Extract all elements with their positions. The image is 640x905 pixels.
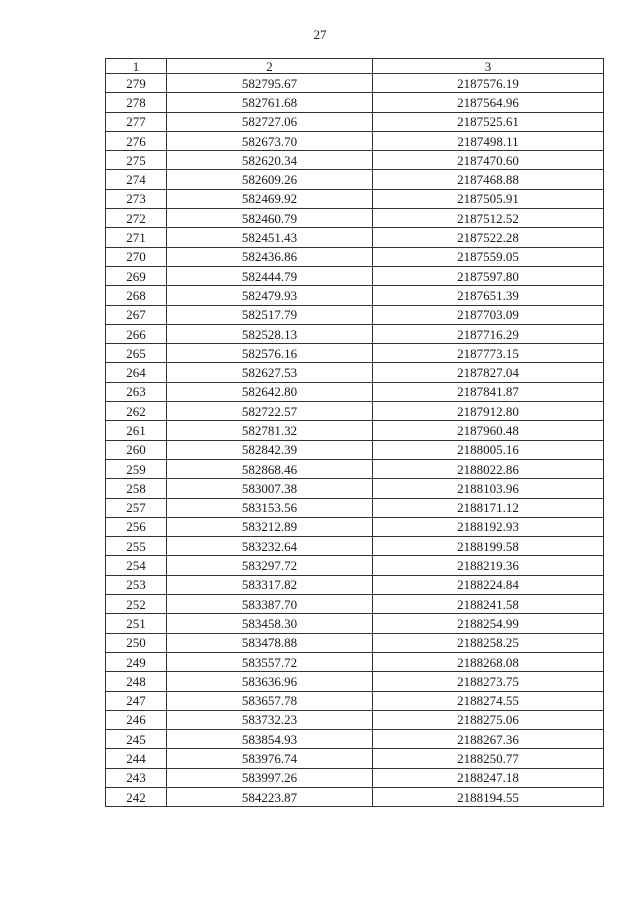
table-row <box>106 209 604 228</box>
point-number-cell: 261 <box>106 421 167 440</box>
y-coordinate-cell: 2188250.77 <box>373 749 604 768</box>
y-coordinate-cell: 2188254.99 <box>373 614 604 633</box>
y-coordinate-cell: 2188267.36 <box>373 730 604 749</box>
y-coordinate-cell: 2188171.12 <box>373 498 604 517</box>
table-row <box>106 286 604 305</box>
x-coordinate-cell: 582460.79 <box>167 209 373 228</box>
x-coordinate-cell: 583478.88 <box>167 633 373 652</box>
point-number-cell: 255 <box>106 537 167 556</box>
table-row <box>106 170 604 189</box>
x-coordinate-cell: 582795.67 <box>167 74 373 93</box>
point-number-cell: 270 <box>106 247 167 266</box>
x-coordinate-cell: 582868.46 <box>167 459 373 478</box>
page-number: 27 <box>313 27 327 42</box>
x-coordinate-cell: 583997.26 <box>167 768 373 787</box>
point-number-cell: 242 <box>106 787 167 806</box>
table-row <box>106 710 604 729</box>
y-coordinate-cell: 2187597.80 <box>373 266 604 285</box>
point-number-cell: 271 <box>106 228 167 247</box>
x-coordinate-cell: 583297.72 <box>167 556 373 575</box>
y-coordinate-cell: 2188258.25 <box>373 633 604 652</box>
point-number-cell: 265 <box>106 344 167 363</box>
point-number-cell: 257 <box>106 498 167 517</box>
table-row <box>106 479 604 498</box>
column-header-2: 2 <box>167 59 373 74</box>
y-coordinate-cell: 2188241.58 <box>373 595 604 614</box>
x-coordinate-cell: 582436.86 <box>167 247 373 266</box>
table-row <box>106 74 604 93</box>
point-number-cell: 253 <box>106 575 167 594</box>
point-number-cell: 277 <box>106 112 167 131</box>
point-number-cell: 264 <box>106 363 167 382</box>
x-coordinate-cell: 583317.82 <box>167 575 373 594</box>
table-row <box>106 768 604 787</box>
table-row <box>106 652 604 671</box>
table-row <box>106 440 604 459</box>
y-coordinate-cell: 2187525.61 <box>373 112 604 131</box>
x-coordinate-cell: 582781.32 <box>167 421 373 440</box>
point-number-cell: 254 <box>106 556 167 575</box>
table-row <box>106 691 604 710</box>
table-row <box>106 595 604 614</box>
x-coordinate-cell: 582479.93 <box>167 286 373 305</box>
point-number-cell: 252 <box>106 595 167 614</box>
column-header-1: 1 <box>106 59 167 74</box>
table-row <box>106 93 604 112</box>
point-number-cell: 246 <box>106 710 167 729</box>
x-coordinate-cell: 583458.30 <box>167 614 373 633</box>
y-coordinate-cell: 2188022.86 <box>373 459 604 478</box>
point-number-cell: 245 <box>106 730 167 749</box>
point-number-cell: 275 <box>106 151 167 170</box>
point-number-cell: 266 <box>106 324 167 343</box>
y-coordinate-cell: 2187564.96 <box>373 93 604 112</box>
table-row <box>106 459 604 478</box>
y-coordinate-cell: 2188199.58 <box>373 537 604 556</box>
x-coordinate-cell: 582469.92 <box>167 189 373 208</box>
table-row <box>106 344 604 363</box>
point-number-cell: 251 <box>106 614 167 633</box>
x-coordinate-cell: 582620.34 <box>167 151 373 170</box>
point-number-cell: 269 <box>106 266 167 285</box>
header-row <box>106 59 604 74</box>
x-coordinate-cell: 582576.16 <box>167 344 373 363</box>
point-number-cell: 258 <box>106 479 167 498</box>
table-row <box>106 575 604 594</box>
table-row <box>106 749 604 768</box>
table-row <box>106 633 604 652</box>
y-coordinate-cell: 2187716.29 <box>373 324 604 343</box>
x-coordinate-cell: 583232.64 <box>167 537 373 556</box>
x-coordinate-cell: 582517.79 <box>167 305 373 324</box>
point-number-cell: 250 <box>106 633 167 652</box>
x-coordinate-cell: 584223.87 <box>167 787 373 806</box>
table-body <box>106 74 604 807</box>
point-number-cell: 260 <box>106 440 167 459</box>
x-coordinate-cell: 583557.72 <box>167 652 373 671</box>
y-coordinate-cell: 2187470.60 <box>373 151 604 170</box>
y-coordinate-cell: 2187841.87 <box>373 382 604 401</box>
x-coordinate-cell: 583657.78 <box>167 691 373 710</box>
table-row <box>106 498 604 517</box>
y-coordinate-cell: 2187703.09 <box>373 305 604 324</box>
x-coordinate-cell: 583854.93 <box>167 730 373 749</box>
y-coordinate-cell: 2187559.05 <box>373 247 604 266</box>
x-coordinate-cell: 583636.96 <box>167 672 373 691</box>
x-coordinate-cell: 582528.13 <box>167 324 373 343</box>
point-number-cell: 249 <box>106 652 167 671</box>
point-number-cell: 276 <box>106 131 167 150</box>
table-row <box>106 517 604 536</box>
x-coordinate-cell: 582722.57 <box>167 402 373 421</box>
table-row <box>106 131 604 150</box>
point-number-cell: 267 <box>106 305 167 324</box>
y-coordinate-cell: 2187576.19 <box>373 74 604 93</box>
y-coordinate-cell: 2187773.15 <box>373 344 604 363</box>
table-row <box>106 382 604 401</box>
y-coordinate-cell: 2188219.36 <box>373 556 604 575</box>
table-row <box>106 112 604 131</box>
y-coordinate-cell: 2188005.16 <box>373 440 604 459</box>
x-coordinate-cell: 583732.23 <box>167 710 373 729</box>
y-coordinate-cell: 2187512.52 <box>373 209 604 228</box>
coordinates-table <box>105 58 604 807</box>
table-row <box>106 614 604 633</box>
x-coordinate-cell: 583007.38 <box>167 479 373 498</box>
table-row <box>106 324 604 343</box>
x-coordinate-cell: 582727.06 <box>167 112 373 131</box>
y-coordinate-cell: 2188275.06 <box>373 710 604 729</box>
table-row <box>106 672 604 691</box>
y-coordinate-cell: 2187651.39 <box>373 286 604 305</box>
y-coordinate-cell: 2187522.28 <box>373 228 604 247</box>
x-coordinate-cell: 582842.39 <box>167 440 373 459</box>
table-row <box>106 151 604 170</box>
point-number-cell: 274 <box>106 170 167 189</box>
point-number-cell: 273 <box>106 189 167 208</box>
x-coordinate-cell: 582761.68 <box>167 93 373 112</box>
y-coordinate-cell: 2187468.88 <box>373 170 604 189</box>
table-row <box>106 363 604 382</box>
point-number-cell: 272 <box>106 209 167 228</box>
point-number-cell: 278 <box>106 93 167 112</box>
x-coordinate-cell: 582444.79 <box>167 266 373 285</box>
point-number-cell: 263 <box>106 382 167 401</box>
table-row <box>106 189 604 208</box>
point-number-cell: 259 <box>106 459 167 478</box>
point-number-cell: 279 <box>106 74 167 93</box>
table-row <box>106 421 604 440</box>
x-coordinate-cell: 582609.26 <box>167 170 373 189</box>
y-coordinate-cell: 2188247.18 <box>373 768 604 787</box>
y-coordinate-cell: 2188274.55 <box>373 691 604 710</box>
y-coordinate-cell: 2187912.80 <box>373 402 604 421</box>
point-number-cell: 268 <box>106 286 167 305</box>
x-coordinate-cell: 583212.89 <box>167 517 373 536</box>
table-row <box>106 556 604 575</box>
table-row <box>106 305 604 324</box>
table-row <box>106 787 604 806</box>
point-number-cell: 248 <box>106 672 167 691</box>
column-header-3: 3 <box>373 59 604 74</box>
point-number-cell: 262 <box>106 402 167 421</box>
x-coordinate-cell: 582627.53 <box>167 363 373 382</box>
y-coordinate-cell: 2188192.93 <box>373 517 604 536</box>
point-number-cell: 244 <box>106 749 167 768</box>
x-coordinate-cell: 582673.70 <box>167 131 373 150</box>
table-row <box>106 228 604 247</box>
y-coordinate-cell: 2187827.04 <box>373 363 604 382</box>
y-coordinate-cell: 2187498.11 <box>373 131 604 150</box>
table-row <box>106 402 604 421</box>
table-row <box>106 247 604 266</box>
y-coordinate-cell: 2188103.96 <box>373 479 604 498</box>
y-coordinate-cell: 2188273.75 <box>373 672 604 691</box>
x-coordinate-cell: 582642.80 <box>167 382 373 401</box>
x-coordinate-cell: 582451.43 <box>167 228 373 247</box>
table-header <box>106 59 604 74</box>
point-number-cell: 256 <box>106 517 167 536</box>
x-coordinate-cell: 583387.70 <box>167 595 373 614</box>
x-coordinate-cell: 583153.56 <box>167 498 373 517</box>
y-coordinate-cell: 2188194.55 <box>373 787 604 806</box>
y-coordinate-cell: 2187960.48 <box>373 421 604 440</box>
table-row <box>106 266 604 285</box>
point-number-cell: 243 <box>106 768 167 787</box>
x-coordinate-cell: 583976.74 <box>167 749 373 768</box>
table-row <box>106 537 604 556</box>
y-coordinate-cell: 2188224.84 <box>373 575 604 594</box>
point-number-cell: 247 <box>106 691 167 710</box>
table-row <box>106 730 604 749</box>
y-coordinate-cell: 2187505.91 <box>373 189 604 208</box>
y-coordinate-cell: 2188268.08 <box>373 652 604 671</box>
